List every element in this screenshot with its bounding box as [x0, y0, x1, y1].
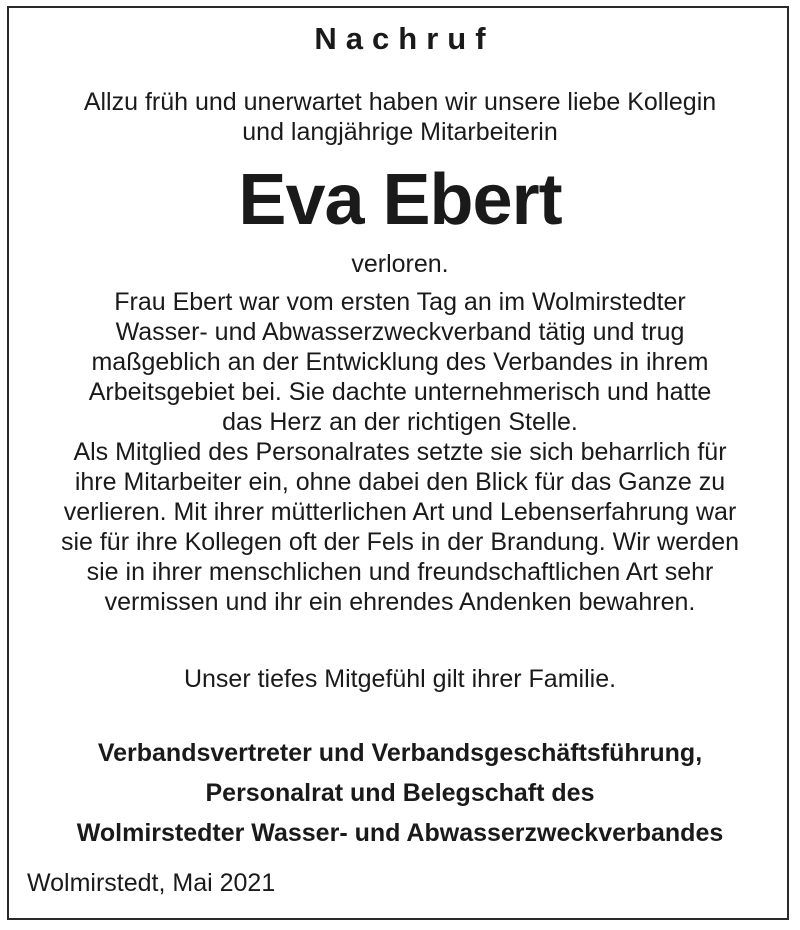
condolence-text: Unser tiefes Mitgefühl gilt ihrer Familie. [183, 665, 617, 693]
tribute-line: verlieren. Mit ihrer mütterlichen Art und Lebenserfahrung war [63, 498, 737, 526]
signer-line: Verbandsvertreter und Verbandsgeschäftsführung, [97, 739, 703, 767]
tribute-text [0, 287, 800, 617]
signers-block [0, 733, 800, 853]
intro-text [0, 87, 800, 147]
signer-line: Personalrat und Belegschaft des [205, 779, 595, 807]
notice-heading: Nachruf [314, 21, 495, 56]
place-date: Wolmirstedt, Mai 2021 [27, 869, 276, 897]
tribute-line: sie für ihre Kollegen oft der Fels in der Brandung. Wir werden [60, 528, 740, 556]
tribute-line: das Herz an der richtigen Stelle. [222, 408, 578, 436]
verloren-text: verloren. [351, 250, 449, 278]
signer-line: Wolmirstedter Wasser- und Abwasserzweckverbandes [76, 819, 724, 847]
tribute-line: sie in ihrer menschlichen und freundschaftlichen Art sehr [86, 558, 714, 586]
tribute-line: maßgeblich an der Entwicklung des Verbandes in ihrem [91, 348, 709, 376]
tribute-line: Wasser- und Abwasserzweckverband tätig und trug [115, 318, 685, 346]
deceased-name: Eva Ebert [238, 160, 562, 240]
tribute-line: ihre Mitarbeiter ein, ohne dabei den Blick für das Ganze zu [74, 468, 726, 496]
tribute-line: Arbeitsgebiet bei. Sie dachte unternehmerisch und hatte [88, 378, 712, 406]
intro-line: und langjährige Mitarbeiterin [242, 118, 558, 146]
intro-line: Allzu früh und unerwartet haben wir unsere liebe Kollegin [83, 88, 717, 116]
tribute-line: Als Mitglied des Personalrates setzte sie sich beharrlich für [73, 438, 727, 466]
tribute-line: Frau Ebert war vom ersten Tag an im Wolmirstedter [114, 288, 686, 316]
tribute-line: vermissen und ihr ein ehrendes Andenken bewahren. [104, 588, 696, 616]
